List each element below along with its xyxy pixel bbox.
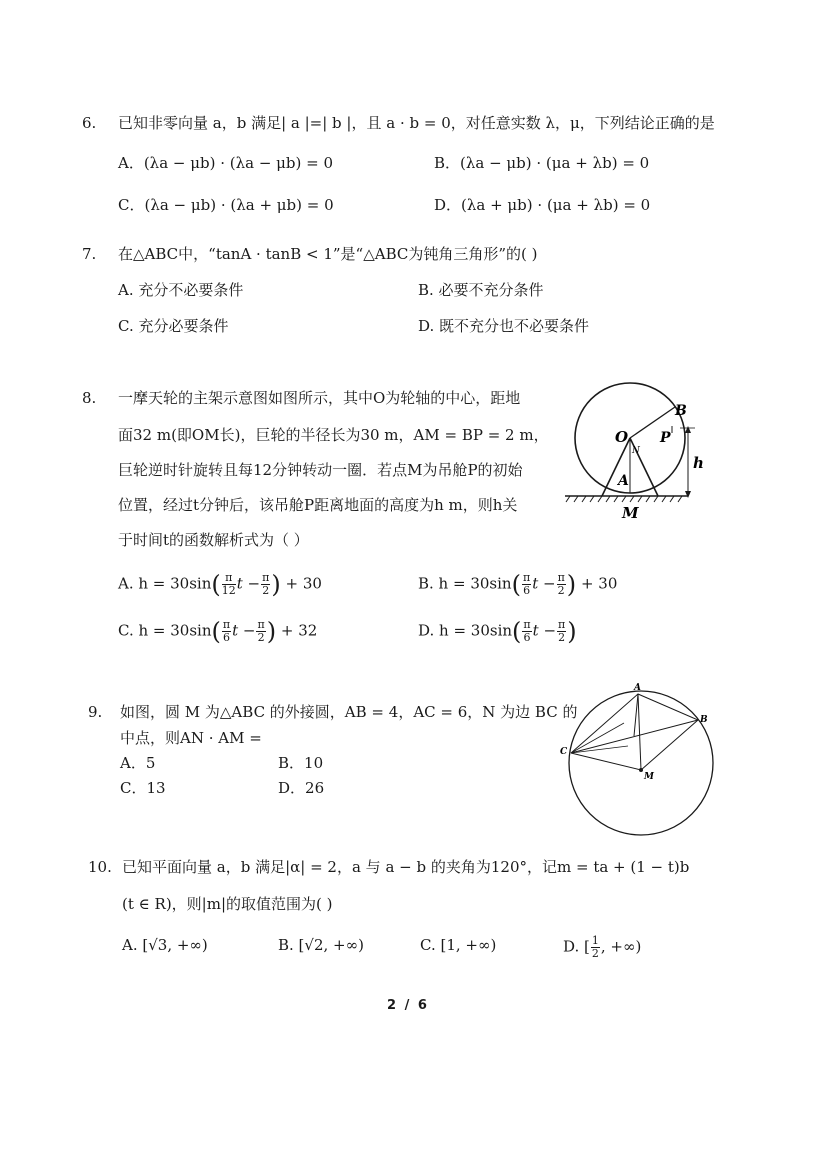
q8-line5: 于时间t的函数解析式为（ ） xyxy=(118,531,309,549)
segment-am xyxy=(638,694,641,770)
label-n: N xyxy=(632,446,640,456)
q8-c-lhs: C. h = 30sin xyxy=(118,621,212,640)
q6-number: 6. xyxy=(82,114,97,132)
ground-hatching xyxy=(566,496,682,502)
q8-a-t: t − xyxy=(236,574,261,593)
label-m: M xyxy=(644,772,654,782)
q10-option-c: C. [1, +∞) xyxy=(420,936,497,954)
circumcircle-figure xyxy=(556,678,721,840)
q8-d-lhs: D. h = 30sin xyxy=(418,621,513,640)
height-arrow-head-down xyxy=(685,491,691,498)
q10-option-d xyxy=(563,935,641,960)
q8-d-t: t − xyxy=(532,621,557,640)
q8-c-num1: π xyxy=(222,618,231,631)
q9-option-a: A．5 xyxy=(120,754,156,772)
q8-option-b: B. h = 30sin( $\frac{\pi}{6}$ t − $\frac{\pi}{2}$ ) + 30 xyxy=(418,570,618,599)
q8-d-num1: π xyxy=(523,618,531,631)
q6-stem: 已知非零向量 a，b 满足| a |=| b |，且 a · b = 0，对任意实数 λ，μ，下列结论正确的是 xyxy=(118,114,715,132)
q8-line3: 巨轮逆时针旋转且每12分钟转动一圈．若点M为吊舱P的初始 xyxy=(118,461,523,479)
q8-a-rhs: + 30 xyxy=(285,574,322,593)
label-a: A xyxy=(634,683,641,693)
q8-option-c: C. h = 30sin( $\frac{\pi}{6}$ t − $\frac{\pi}{2}$ ) + 32 xyxy=(118,617,318,646)
q10-line2: (t ∈ R)，则|m|的取值范围为( ) xyxy=(122,895,333,913)
q8-b-num1: π xyxy=(522,571,531,584)
segment-cm xyxy=(571,753,641,770)
q9-option-d: D．26 xyxy=(278,779,325,797)
height-arrow-head-up xyxy=(685,426,691,433)
triangle-abc xyxy=(571,694,698,753)
q8-b-num2: π xyxy=(557,571,565,584)
q8-option-d: D. h = 30sin( $\frac{\pi}{6}$ t − $\frac{\pi}{2}$ ) xyxy=(418,617,577,646)
q8-a-num1: π xyxy=(222,572,236,585)
q10-d-pre: D. [ xyxy=(563,937,590,956)
q10-number: 10. xyxy=(88,858,112,876)
label-m: M xyxy=(622,504,639,522)
q8-a-num2: π xyxy=(262,571,270,584)
q7-option-a: A. 充分不必要条件 xyxy=(118,281,244,299)
q8-b-den1: 6 xyxy=(523,584,531,597)
q8-option-a: A. h = 30sin( $\frac{\pi}{12}$ t − $\frac{\pi}{2}$ ) + 30 xyxy=(118,570,322,599)
q10-d-post: , +∞) xyxy=(600,937,642,956)
page-number: 2 / 6 xyxy=(387,998,429,1013)
q8-b-rhs: + 30 xyxy=(580,574,618,593)
q8-b-lhs: B. h = 30sin xyxy=(418,574,512,593)
q6-option-b: B．(λa − μb) · (μa + λb) = 0 xyxy=(434,154,650,172)
q9-line2: 中点，则AN · AM = xyxy=(120,729,262,747)
q10-option-b: B. [√2, +∞) xyxy=(278,936,364,954)
q8-c-den1: 6 xyxy=(222,631,230,644)
q8-c-den2: 2 xyxy=(257,631,265,644)
label-b: B xyxy=(700,715,708,725)
label-a: A xyxy=(618,473,629,489)
segment-an xyxy=(634,694,638,736)
label-b: B xyxy=(675,403,687,419)
q7-stem: 在△ABC中，“tanA · tanB < 1”是“△ABC为钝角三角形”的( ) xyxy=(118,245,538,263)
ferris-wheel-figure xyxy=(560,378,710,528)
q8-c-num2: π xyxy=(257,618,265,631)
q6-option-c: C．(λa − μb) · (λa + μb) = 0 xyxy=(118,196,334,214)
label-o: O xyxy=(615,428,629,446)
q6-option-a: A．(λa − μb) · (λa − μb) = 0 xyxy=(118,154,334,172)
label-h: h xyxy=(693,454,704,472)
label-c: C xyxy=(560,747,568,757)
q8-a-lhs: A. h = 30sin xyxy=(118,574,212,593)
q10-line1: 已知平面向量 a，b 满足|α| = 2，a 与 a − b 的夹角为120°，记m = ta + (1 − t)b xyxy=(122,858,690,876)
q8-a-den1: 12 xyxy=(221,584,236,597)
point-m xyxy=(639,768,643,772)
q7-option-b: B. 必要不充分条件 xyxy=(418,281,544,299)
segment-aux-2 xyxy=(571,746,628,753)
q8-line4: 位置，经过t分钟后，该吊舱P距离地面的高度为h m，则h关 xyxy=(118,496,518,514)
q7-number: 7. xyxy=(82,245,97,263)
q10-d-num: 1 xyxy=(591,934,599,947)
q8-c-rhs: + 32 xyxy=(280,621,318,640)
q8-d-num2: π xyxy=(558,618,566,631)
q6-option-d: D．(λa + μb) · (μa + λb) = 0 xyxy=(434,196,651,214)
label-p: P xyxy=(660,430,671,446)
q8-b-t: t − xyxy=(532,574,556,593)
q10-d-den: 2 xyxy=(591,947,599,960)
q7-option-c: C. 充分必要条件 xyxy=(118,317,229,335)
q8-a-den2: 2 xyxy=(262,584,270,597)
q8-line1: 一摩天轮的主架示意图如图所示，其中O为轮轴的中心，距地 xyxy=(118,389,521,407)
q9-option-b: B．10 xyxy=(278,754,324,772)
q8-c-t: t − xyxy=(232,621,256,640)
q9-number: 9. xyxy=(88,703,103,721)
q9-line1: 如图，圆 M 为△ABC 的外接圆，AB = 4，AC = 6，N 为边 BC 的 xyxy=(120,703,578,721)
q8-number: 8. xyxy=(82,389,97,407)
q8-d-den2: 2 xyxy=(558,631,566,644)
q8-d-den1: 6 xyxy=(523,631,531,644)
q9-option-c: C．13 xyxy=(120,779,166,797)
q8-line2: 面32 m(即OM长)，巨轮的半径长为30 m，AM = BP = 2 m， xyxy=(118,426,549,444)
q8-b-den2: 2 xyxy=(557,584,565,597)
q7-option-d: D. 既不充分也不必要条件 xyxy=(418,317,590,335)
q10-option-a: A. [√3, +∞) xyxy=(122,936,208,954)
